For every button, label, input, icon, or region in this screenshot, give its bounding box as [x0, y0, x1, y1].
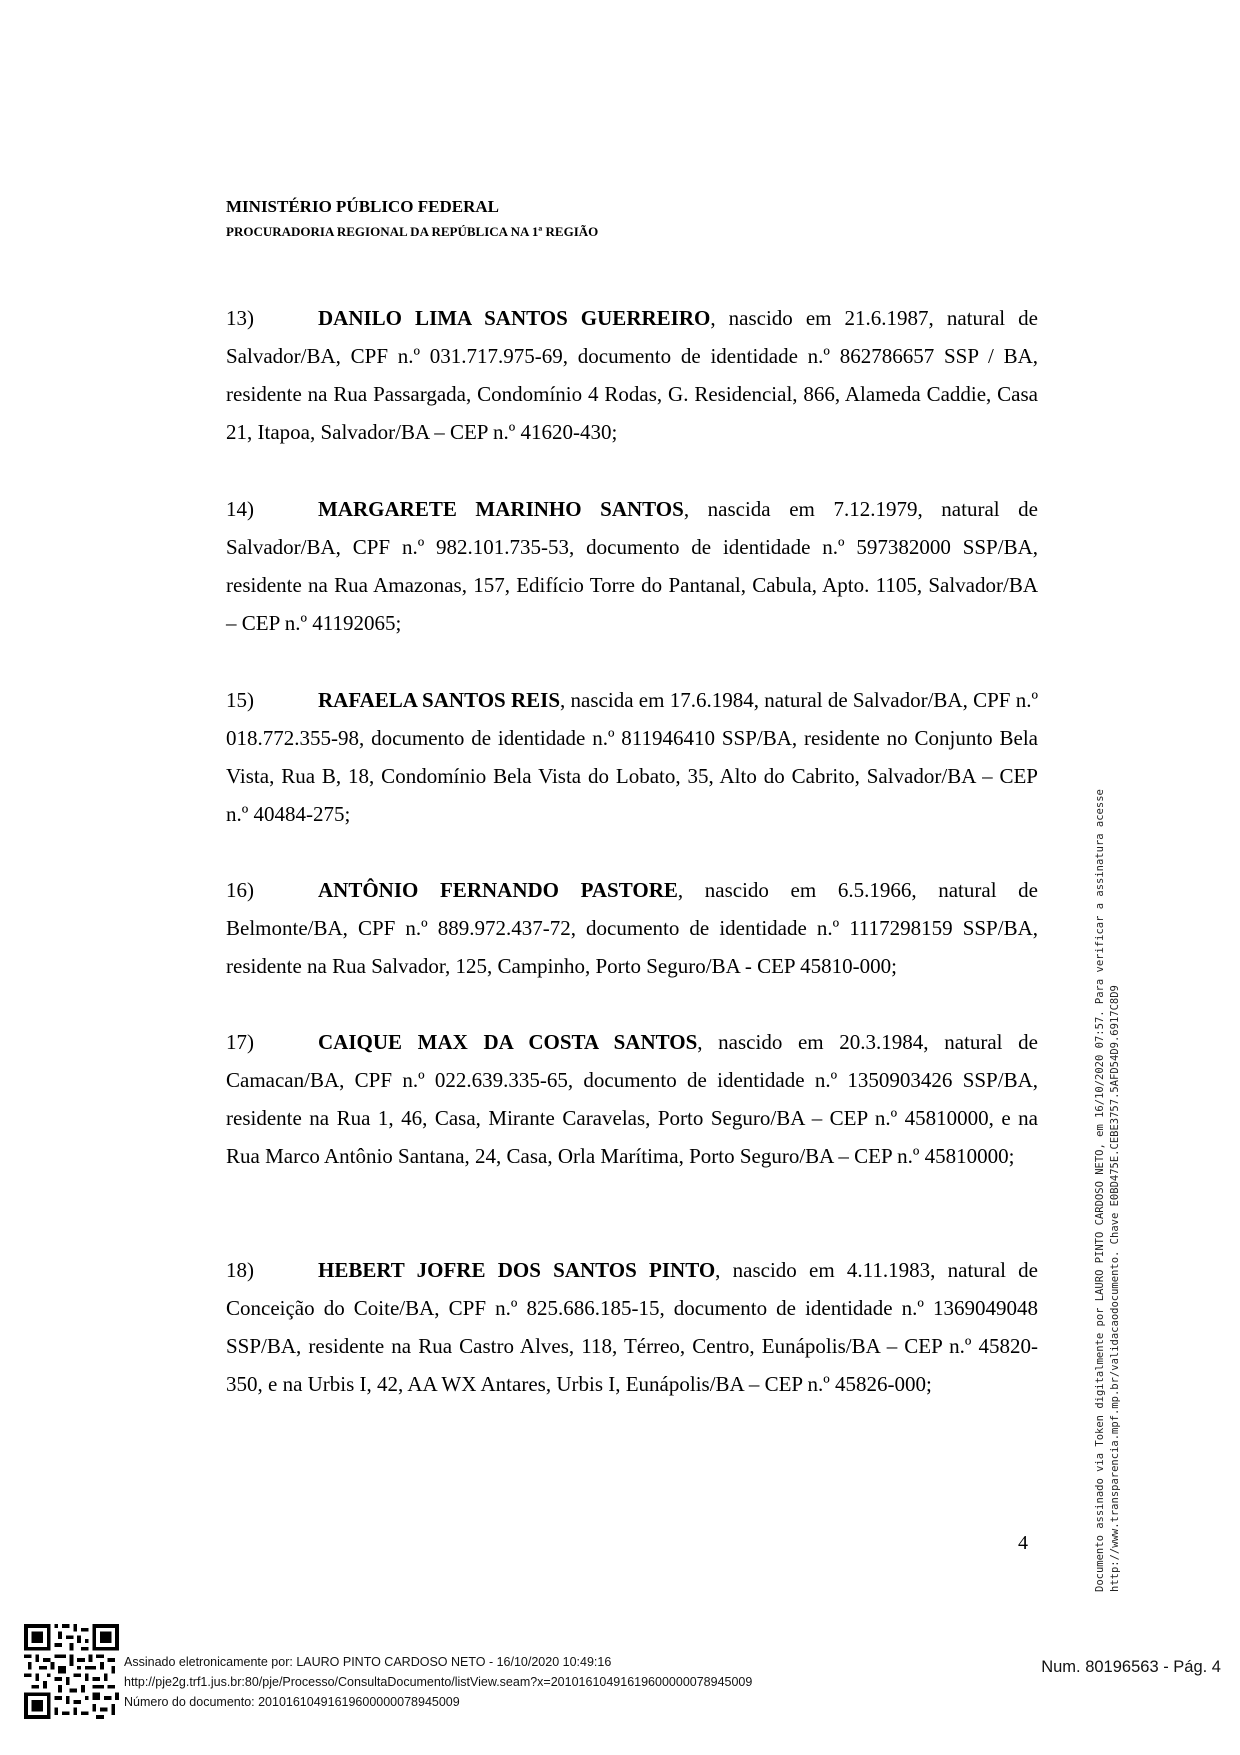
entry-name: DANILO LIMA SANTOS GUERREIRO	[318, 306, 711, 330]
signed-by-line: Assinado eletronicamente por: LAURO PINTO CARDOSO NETO - 16/10/2020 10:49:16	[124, 1655, 612, 1669]
entry-name: MARGARETE MARINHO SANTOS	[318, 497, 684, 521]
entry-name: RAFAELA SANTOS REIS	[318, 688, 561, 712]
num-page-label: Num. 80196563 - Pág. 4	[1041, 1658, 1221, 1676]
list-item	[226, 1251, 1038, 1403]
entry-name: ANTÔNIO FERNANDO PASTORE	[318, 878, 678, 902]
list-item	[226, 490, 1038, 642]
entry-text: , nascida em 17.6.1984, natural de Salvador/BA, CPF n.º 018.772.355-98, documento de identidade n.º 811946410 SSP/BA, residente no Conjunto Bela Vista, Rua B, 18, Condomínio Bela Vista do Lobato, 35, Alto do Cabrito, Salvador/BA – CEP n.º 40484-275;	[226, 688, 1038, 826]
document-number: Número do documento: 20101610491619600000078945009	[124, 1695, 460, 1709]
entry-text: , nascido em 20.3.1984, natural de Camacan/BA, CPF n.º 022.639.335-65, documento de identidade n.º 1350903426 SSP/BA, residente na Rua 1, 46, Casa, Mirante Caravelas, Porto Seguro/BA – CEP n.º 45810000, e na Rua Marco Antônio Santana, 24, Casa, Orla Marítima, Porto Seguro/BA – CEP n.º 45810000;	[226, 1030, 1038, 1168]
header-sub: PROCURADORIA REGIONAL DA REPÚBLICA NA 1ª REGIÃO	[226, 224, 599, 239]
entry-number: 13)	[226, 306, 254, 330]
list-item	[226, 681, 1038, 833]
signature-stamp	[1093, 482, 1123, 1592]
entry-number: 15)	[226, 688, 254, 712]
list-item	[226, 1023, 1038, 1175]
qr-code-icon	[24, 1624, 119, 1719]
entry-name: HEBERT JOFRE DOS SANTOS PINTO	[318, 1258, 716, 1282]
list-item	[226, 299, 1038, 451]
entry-text: , nascido em 21.6.1987, natural de Salvador/BA, CPF n.º 031.717.975-69, documento de identidade n.º 862786657 SSP / BA, residente na Rua Passargada, Condomínio 4 Rodas, G. Residencial, 866, Alameda Caddie, Casa 21, Itapoa, Salvador/BA – CEP n.º 41620-430;	[226, 306, 1038, 444]
entry-text: , nascido em 6.5.1966, natural de Belmonte/BA, CPF n.º 889.972.437-72, documento de identidade n.º 1117298159 SSP/BA, residente na Rua Salvador, 125, Campinho, Porto Seguro/BA - CEP 45810-000;	[226, 878, 1038, 978]
entry-number: 18)	[226, 1258, 254, 1282]
header-org: MINISTÉRIO PÚBLICO FEDERAL	[226, 197, 499, 216]
entry-number: 14)	[226, 497, 254, 521]
signature-stamp-link[interactable]: http://www.transparencia.mpf.mp.br/validacaodocumento. Chave E0BD475E.CEBE3757.5AFD54D9.6917C8D9	[1109, 985, 1121, 1592]
entry-number: 16)	[226, 878, 254, 902]
entry-text: , nascida em 7.12.1979, natural de Salvador/BA, CPF n.º 982.101.735-53, documento de identidade n.º 597382000 SSP/BA, residente na Rua Amazonas, 157, Edifício Torre do Pantanal, Cabula, Apto. 1105, Salvador/BA – CEP n.º 41192065;	[226, 497, 1039, 635]
entry-number: 17)	[226, 1030, 254, 1054]
list-item	[226, 871, 1038, 985]
page-number: 4	[1018, 1532, 1028, 1554]
entry-text: , nascido em 4.11.1983, natural de Conceição do Coite/BA, CPF n.º 825.686.185-15, documento de identidade n.º 1369049048 SSP/BA, residente na Rua Castro Alves, 118, Térreo, Centro, Eunápolis/BA – CEP n.º 45820-350, e na Urbis I, 42, AA WX Antares, Urbis I, Eunápolis/BA – CEP n.º 45826-000;	[226, 1258, 1038, 1396]
signature-stamp-line: Documento assinado via Token digitalmente por LAURO PINTO CARDOSO NETO, em 16/10/2020 07:57. Para verificar a assinatura acesse	[1094, 789, 1106, 1592]
document-url-link[interactable]: http://pje2g.trf1.jus.br:80/pje/Processo/ConsultaDocumento/listView.seam?x=20101610491619600000078945009	[124, 1675, 753, 1689]
signature-footer	[124, 1652, 752, 1712]
entry-name: CAIQUE MAX DA COSTA SANTOS	[318, 1030, 698, 1054]
